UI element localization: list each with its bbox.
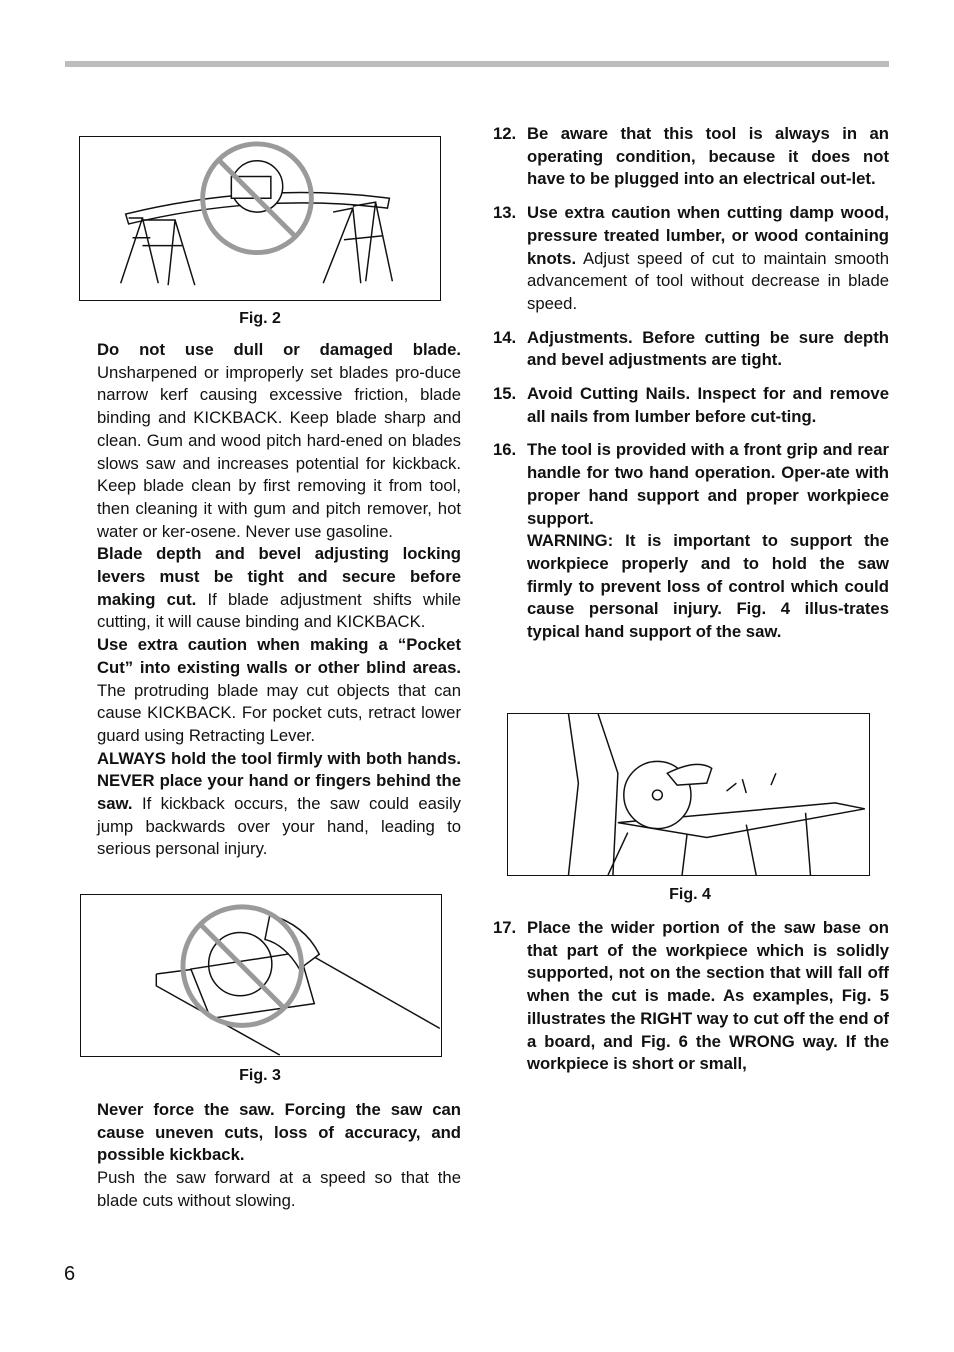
- paragraph-hold-firmly: ALWAYS hold the tool firmly with both hands. NEVER place your hand or fingers behind the saw. If kickback occurs, the saw could easily jump backwards over your hand, leading to serious personal injury.: [97, 748, 461, 859]
- figure-3-caption: Fig. 3: [239, 1067, 281, 1084]
- left-column-text: [97, 339, 461, 861]
- hand-behind-saw-prohibited-icon: [81, 895, 441, 1056]
- header-rule: [65, 61, 889, 67]
- paragraph-never-force: Never force the saw. Forcing the saw can cause uneven cuts, loss of accuracy, and possible kickback.: [97, 1100, 461, 1165]
- paragraph-dull-blade: Do not use dull or damaged blade. Unsharpened or improperly set blades pro-duce narrow kerf causing excessive friction, blade binding and KICKBACK. Keep blade sharp and clean. Gum and wood pitch hard-ened on blades slows saw and increases potential for kickback. Keep blade clean by first removing it from tool, then cleaning it with gum and pitch remover, hot water or ker-osene. Never use gasoline.: [97, 340, 461, 541]
- list-item-15: 15. Avoid Cutting Nails. Inspect for and remove all nails from lumber before cut-ting.: [493, 384, 889, 426]
- figure-2-caption: Fig. 2: [239, 310, 281, 327]
- hand-support-illustration: [508, 714, 869, 875]
- page-number: 6: [64, 1263, 76, 1285]
- figure-4-caption: Fig. 4: [669, 886, 711, 903]
- figure-4-illustration: [507, 713, 870, 876]
- paragraph-locking-levers: Blade depth and bevel adjusting locking levers must be tight and secure before making cut. If blade adjustment shifts while cutting, it will cause binding and KICKBACK.: [97, 544, 461, 632]
- list-item-14: 14. Adjustments. Before cutting be sure depth and bevel adjustments are tight.: [493, 327, 889, 370]
- left-column-bottom-text: [97, 1099, 461, 1213]
- paragraph-push-forward: Push the saw forward at a speed so that the blade cuts without slowing.: [97, 1168, 461, 1210]
- list-item-13: 13. Use extra caution when cutting damp wood, pressure treated lumber, or wood containing knots. Adjust speed of cut to maintain smooth advancement of tool without decrease in blade speed.: [493, 203, 889, 313]
- right-column-text: [493, 123, 889, 644]
- warning-text: WARNING: It is important to support the workpiece properly and to hold the saw firmly to prevent loss of control which could cause personal injury. Fig. 4 illus-trates typical hand support of the saw.: [527, 531, 889, 642]
- figure-3-illustration: [80, 894, 442, 1057]
- figure-2-illustration: [79, 136, 441, 301]
- list-item-16: 16. The tool is provided with a front grip and rear handle for two hand operation. Oper-ate with proper hand support and proper workpiece support. WARNING: It is important to support the workpiece properly and to hold the saw firmly to prevent loss of control which could cause personal injury. Fig. 4 illus-trates typical hand support of the saw.: [493, 439, 889, 643]
- right-column-bottom-text: [493, 917, 889, 1076]
- list-item-12: 12. Be aware that this tool is always in an operating condition, because it does not have to be plugged into an electrical out-let.: [493, 124, 889, 189]
- saw-on-sagging-board-prohibited-icon: [80, 137, 440, 300]
- paragraph-pocket-cut: Use extra caution when making a “Pocket Cut” into existing walls or other blind areas. The protruding blade may cut objects that can cause KICKBACK. For pocket cuts, retract lower guard using Retracting Lever.: [97, 635, 461, 745]
- list-item-17: 17. Place the wider portion of the saw base on that part of the workpiece which is solidly supported, not on the section that will fall off when the cut is made. As examples, Fig. 5 illustrates the RIGHT way to cut off the end of a board, and Fig. 6 the WRONG way. If the workpiece is short or small,: [493, 918, 889, 1074]
